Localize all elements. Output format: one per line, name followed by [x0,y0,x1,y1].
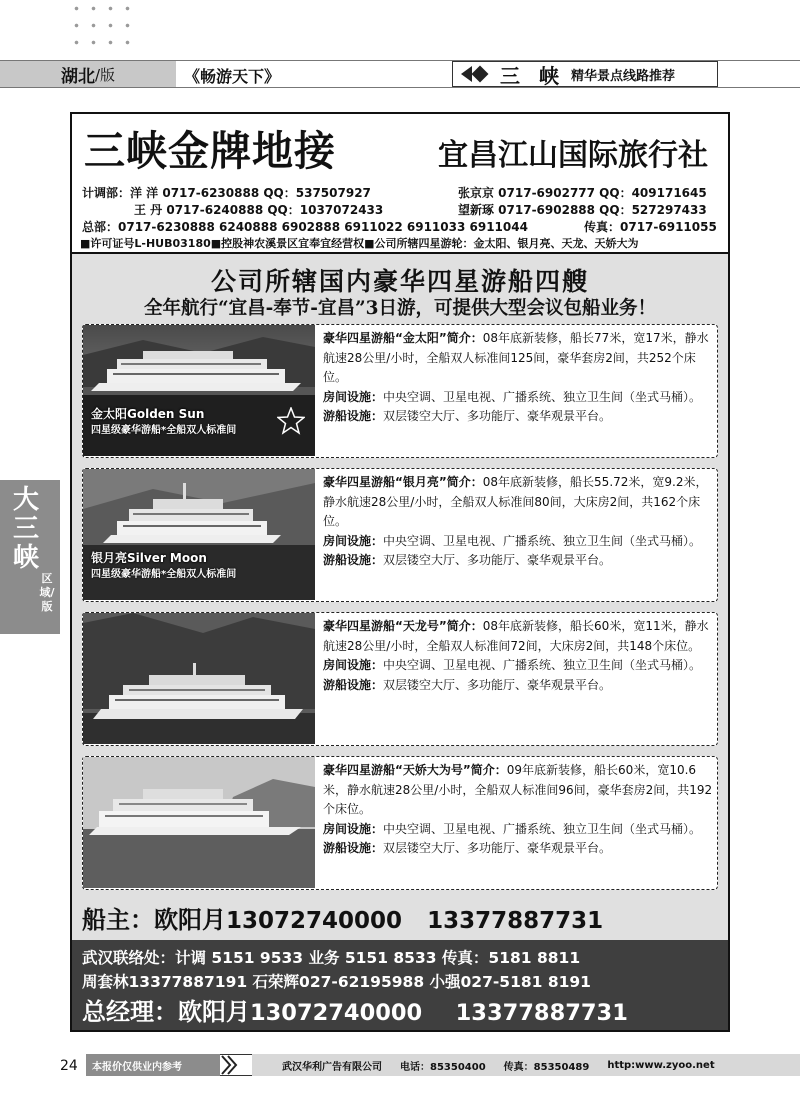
ship-intro-title: 豪华四星游船“金太阳”简介： [323,331,483,345]
ship-intro: 09年底新装修，船长60米，宽10.6米，静水航速28公里/小时，全船双人标准间96间，豪华套房2间，共192个床位。 [323,763,713,816]
ship-photo [83,469,315,600]
footer-fax: 传真：85350489 [503,1061,590,1073]
region-sub: /版 [94,65,116,84]
magazine-name: 《畅游天下》 [184,67,281,86]
ship-info [323,761,715,859]
ship-facilities: 双层镂空大厅、多功能厅、豪华观景平台。 [383,409,612,423]
footer-info [252,1054,800,1076]
ship-facilities: 双层镂空大厅、多功能厅、豪华观景平台。 [383,677,612,692]
contact-line: 传真：0717-6911055 [584,220,717,234]
diamond-icon [472,66,489,83]
ship-info [323,473,715,571]
ship-facilities-label: 游船设施： [323,409,384,423]
room-facilities: 中央空调、卫星电视、广播系统、独立卫生间（坐式马桶）。 [383,533,702,548]
arrow-left-icon [461,66,472,82]
ship-photo-class: 四星级豪华游船*全船双人标准间 [91,425,237,436]
ship-intro-title: 豪华四星游船“天龙号”简介： [323,619,483,633]
contact-line: 张京京 0717-6902777 QQ：409171645 [458,186,707,200]
footer-note: 本报价仅供业内参考 [86,1054,220,1076]
ship-photo-name: 银月亮Silver Moon [91,551,207,565]
ship-intro: 08年底新装修，船长60米，宽11米，静水航速28公里/小时，全船双人标准间72间，大床房2间，共148个床位。 [323,619,709,653]
general-manager-line [82,992,628,1027]
owner-phone-2: 13377887731 [427,908,604,934]
ship-intro-title: 豪华四星游船“天娇大为号”简介： [323,763,507,777]
ship-photo [83,325,315,456]
ship-photo [83,757,315,888]
room-facilities: 中央空调、卫星电视、广播系统、独立卫生间（坐式马桶）。 [383,658,702,672]
license-line: ■许可证号L-HUB03180■控股神农溪景区宜奉宜经营权■公司所辖四星游轮：金太阳、银月亮、天龙、天娇大为 [80,237,639,250]
ship-card [82,468,718,602]
top-bar [0,60,800,88]
section-subtitle: 全年航行“宜昌-奉节-宜昌”3日游，可提供大型会议包船业务！ [143,298,656,319]
room-facilities-label: 房间设施： [323,389,384,404]
advert-frame [70,112,730,1032]
footer-phone: 电话：85350400 [400,1061,486,1073]
ship-facilities: 双层镂空大厅、多功能厅、豪华观景平台。 [383,553,612,567]
ship-card [82,756,718,890]
ship-photo [83,613,315,744]
side-tab [0,480,60,634]
header-title: 三峡金牌地接 [84,127,336,175]
room-facilities-label: 房间设施： [323,533,384,548]
agency-header [72,114,728,254]
gm-phone-1: 13072740000 [250,1000,423,1026]
contact-line: 王 丹 0717-6240888 QQ：1037072433 [134,203,384,217]
region-main: 湖北 [60,66,95,87]
ship-intro-title: 豪华四星游船“银月亮”简介： [323,475,483,489]
ship-intro: 08年底新装修，船长77米，宽17米，静水航速28公里/小时，全船双人标准间125间，豪华套房2间，共252个床位。 [323,331,709,384]
owner-phone-1: 13072740000 [226,908,403,934]
ship-intro: 08年底新装修，船长55.72米，宽9.2米，静水航速28公里/小时，全船双人标准间80间，大床房2间，共162个床位。 [323,475,708,528]
wuhan-line-2: 周套林13377887191 石荣辉027-62195988 小强027-5181 8191 [82,973,591,991]
ship-info [323,617,715,695]
side-tab-small: 区域/版 [39,572,55,613]
ship-illustration [83,757,315,888]
ship-card [82,612,718,746]
chevron-right-icon [218,1054,240,1076]
footer-company: 武汉华利广告有限公司 [282,1061,382,1073]
ship-photo-name: 金太阳Golden Sun [91,407,205,421]
footer-site: http:www.zyoo.net [607,1059,715,1071]
side-tab-big: 大三峡 [12,485,39,573]
owner-label: 船主：欧阳月 [82,905,226,934]
section-header [452,61,718,87]
section-recommend: 精华景点线路推荐 [570,68,675,84]
decorative-dot-grid [68,0,136,52]
wuhan-line-1: 武汉联络处：计调 5151 9533 业务 5151 8533 传真：5181 8811 [82,949,581,967]
contact-line: 计调部：洋 洋 0717-6230888 QQ：537507927 [82,186,371,200]
contact-line: 总部：0717-6230888 6240888 6902888 6911022 6911033 6911044 [82,220,528,234]
ship-photo-class: 四星级豪华游船*全船双人标准间 [91,569,237,580]
ship-illustration [83,613,315,744]
wuhan-contact-box [72,940,728,1030]
agency-name: 宜昌江山国际旅行社 [438,138,708,173]
section-title: 公司所辖国内豪华四星游船四艘 [210,267,589,296]
ship-facilities-label: 游船设施： [323,553,384,567]
ship-card [82,324,718,458]
ship-info [323,329,715,427]
page-number: 24 [60,1058,78,1074]
ship-facilities-label: 游船设施： [323,677,384,692]
room-facilities: 中央空调、卫星电视、广播系统、独立卫生间（坐式马桶）。 [383,821,702,836]
page-footer [0,1048,800,1084]
gm-phone-2: 13377887731 [455,1000,628,1026]
room-facilities-label: 房间设施： [323,658,384,672]
ship-facilities-label: 游船设施： [323,841,384,855]
contact-line: 望新琢 0717-6902888 QQ：527297433 [458,203,707,217]
star-icon [277,407,305,435]
gm-label: 总经理：欧阳月 [82,997,250,1026]
room-facilities-label: 房间设施： [323,821,384,836]
owner-line [82,900,603,935]
region-label [0,61,176,87]
ship-facilities: 双层镂空大厅、多功能厅、豪华观景平台。 [383,841,612,855]
section-name: 三 峡 [500,63,565,88]
room-facilities: 中央空调、卫星电视、广播系统、独立卫生间（坐式马桶）。 [383,389,702,404]
ship-illustration [83,469,315,600]
ship-illustration [83,325,315,456]
